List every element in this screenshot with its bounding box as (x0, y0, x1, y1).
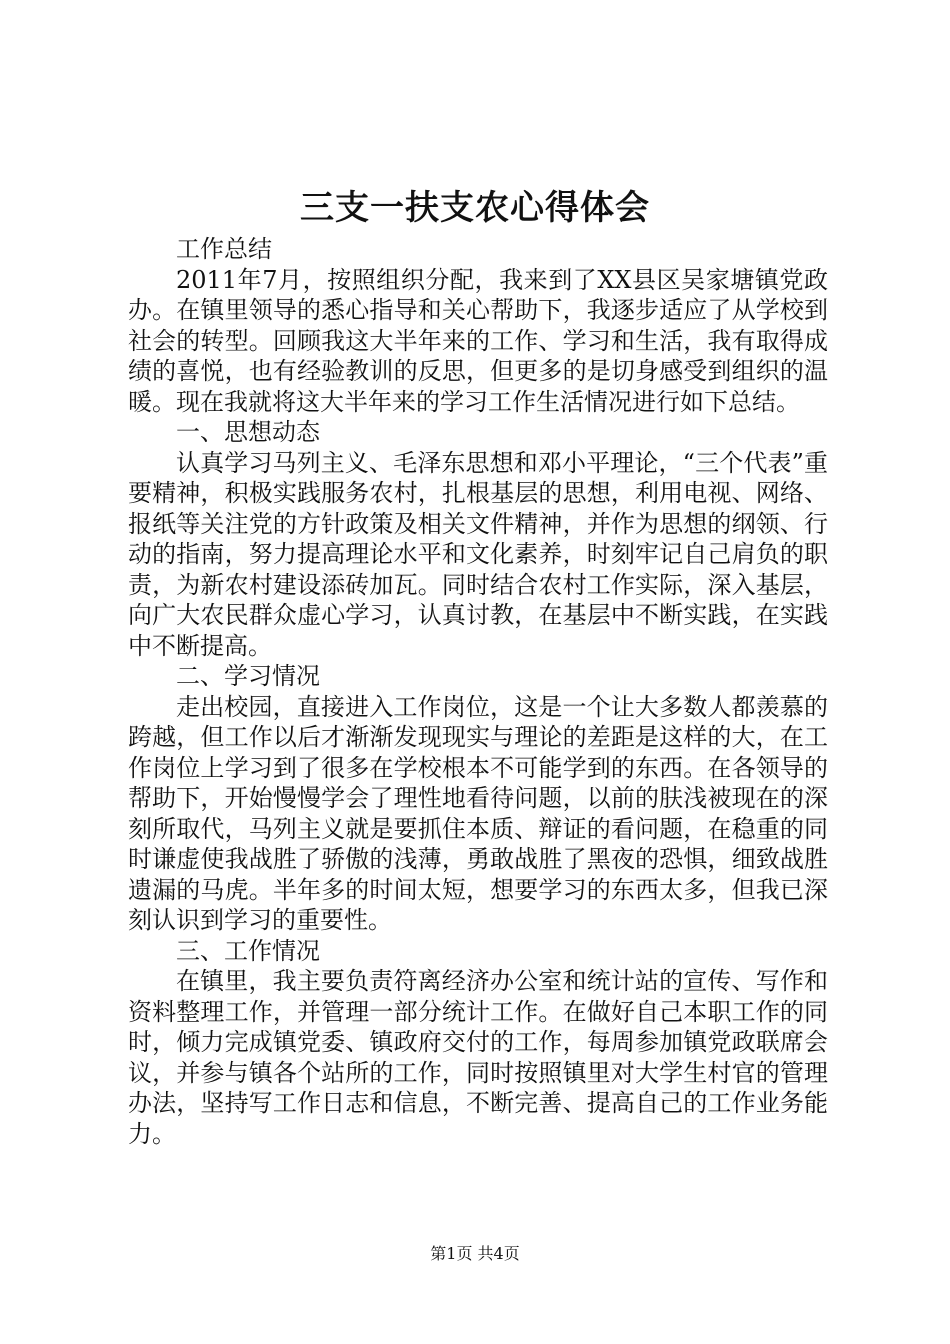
paragraph-thought: 认真学习马列主义、毛泽东思想和邓小平理论，“三个代表”重要精神，积极实践服务农村，扎根基层的思想，利用电视、网络、报纸等关注党的方针政策及相关文件精神，并作为思想的纲领、行动的指南，努力提高理论水平和文化素养，时刻牢记自己肩负的职责，为新农村建设添砖加瓦。同时结合农村工作实际，深入基层，向广大农民群众虚心学习，认真讨教，在基层中不断实践，在实践中不断提高。 (128, 448, 828, 660)
paragraph-work: 在镇里，我主要负责符离经济办公室和统计站的宣传、写作和资料整理工作，并管理一部分统计工作。在做好自己本职工作的同时，倾力完成镇党委、镇政府交付的工作，每周参加镇党政联席会议，并参与镇各个站所的工作，同时按照镇里对大学生村官的管理办法，坚持写工作日志和信息，不断完善、提高自己的工作业务能力。 (128, 967, 828, 1148)
page-number-footer: 第1页 共4页 (430, 1244, 520, 1263)
section-heading-study: 二、学习情况 (176, 662, 320, 690)
section-heading-work: 三、工作情况 (176, 936, 320, 965)
section-heading-thought: 一、思想动态 (176, 418, 320, 446)
paragraph-intro: 2011年7月，按照组织分配，我来到了XX县区吴家塘镇党政办。在镇里领导的悉心指导和关心帮助下，我逐步适应了从学校到社会的转型。回顾我这大半年来的工作、学习和生活，我有取得成绩的喜悦，也有经验教训的反思，但更多的是切身感受到组织的温暖。现在我就将这大半年来的学习工作生活情况进行如下总结。 (128, 265, 828, 416)
document-title: 三支一扶支农心得体会 (300, 188, 650, 228)
paragraph-study: 走出校园，直接进入工作岗位，这是一个让大多数人都羡慕的跨越，但工作以后才渐渐发现现实与理论的差距是这样的大，在工作岗位上学习到了很多在学校根本不可能学到的东西。在各领导的帮助下，开始慢慢学会了理性地看待问题，以前的肤浅被现在的深刻所取代，马列主义就是要抓住本质、辩证的看问题，在稳重的同时谦虚使我战胜了骄傲的浅薄，勇敢战胜了黑夜的恐惧，细致战胜遗漏的马虎。半年多的时间太短，想要学习的东西太多，但我已深刻认识到学习的重要性。 (128, 692, 828, 934)
paragraph-heading-summary: 工作总结 (176, 235, 272, 263)
document-body (128, 234, 828, 1149)
